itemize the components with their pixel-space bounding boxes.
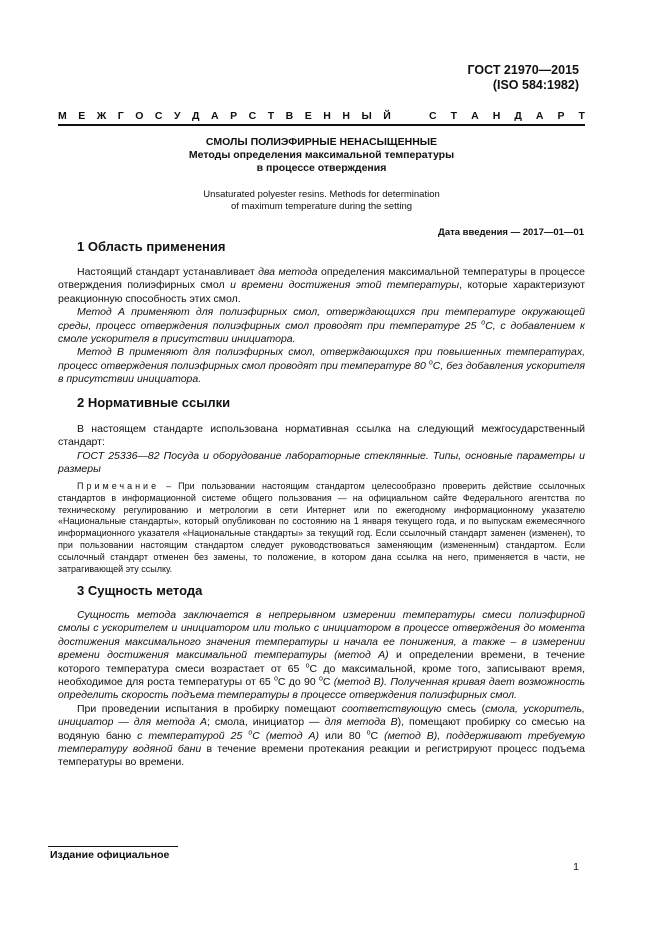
note-paragraph xyxy=(58,481,585,575)
document-title xyxy=(58,136,585,213)
note-text: – При пользовании настоящим стандартом целесообразно проверить действие ссылочных стандартов в информационной системе общего пользования — на официальном сайте Федерального агентства по техническому регулированию и метрологии в сети Интернет или по ежегодному информационному указателю «Национальные стандарты», который опубликован по состоянию на 1 января текущего года, и по выпускам ежемесячного информационного указателя «Национальные стандарты» за текущий год. Если ссылочный стандарт заменен (изменен), то при пользовании настоящим стандартом следует руководствоваться заменяющим (измененным) стандартом. Если ссылочный стандарт отменен без замены, то положение, в котором дана ссылка на него, применяется в части, не затрагивающей эту ссылку. xyxy=(58,481,585,574)
banner-word-interstate: М Е Ж Г О С У Д А Р С Т В Е Н Н Ы Й xyxy=(58,110,391,122)
section-1-heading: 1 Область применения xyxy=(77,239,226,254)
section-2-note xyxy=(58,481,585,575)
section-3-body xyxy=(58,609,585,770)
section-3-heading: 3 Сущность метода xyxy=(77,583,203,598)
section-1-body xyxy=(58,266,585,387)
introduction-date: Дата введения — 2017—01—01 xyxy=(438,227,584,238)
page-number: 1 xyxy=(573,861,579,873)
standard-type-banner xyxy=(58,110,585,122)
header-divider xyxy=(58,124,585,126)
section-2-paragraph-1: В настоящем стандарте использована нормативная ссылка на следующий межгосударственный стандарт: xyxy=(58,423,585,449)
gost-number: ГОСТ 21970—2015 xyxy=(467,63,579,77)
note-label: Примечание xyxy=(77,481,160,491)
title-english-line-1: Unsaturated polyester resins. Methods for determination xyxy=(203,189,440,200)
section-3-paragraph-2: При проведении испытания в пробирку помещают соответствующую смесь (смола, ускоритель, инициатор — для метода А; смола, инициатор — для метода В), помещают пробирку со смесью на водяную баню с температурой 25 $^o$С (метод А) или 80 $^o$С (метод В), поддерживают требуемую температуру водяной бани в течение времени протекания реакции и регистрируют процесс подъема температуры во времени. xyxy=(58,702,586,769)
section-1-paragraph-1: Настоящий стандарт устанавливает два метода определения максимальной температуры в процессе отверждения полиэфирных смол и времени достижения этой температуры, которые характеризуют реакционную способность этих смол. xyxy=(58,266,586,305)
title-sub-line-2: в процессе отверждения xyxy=(256,162,387,174)
section-3-paragraph-1: Сущность метода заключается в непрерывном измерении температуры смеси полиэфирной смолы с ускорителем и инициатором или только с инициатором в процессе отверждения до момента достижения максимального значения температуры и начала ее понижения, а также – в измерении времени достижения максимальной температуры (метод А) и определении времени, в течение которого температура смеси возрастает от 65 $^o$С до максимальной, кроме того, записывают время, необходимое для роста температуры от 65 $^o$С до 90 $^o$С (метод В). Полученная кривая дает возможность определить скорость подъема температуры в процессе отверждения полиэфирных смол. xyxy=(58,609,585,702)
section-1-paragraph-2: Метод А применяют для полиэфирных смол, отверждающихся при температуре окружающей среды, процесс отверждения полиэфирных смол проводят при температуре 25 $^o$С, с добавлением к смоле ускорителя в присутствии инициатора. xyxy=(58,306,585,346)
section-2-heading: 2 Нормативные ссылки xyxy=(77,395,231,410)
section-2-body xyxy=(58,423,585,477)
official-edition-label: Издание официальное xyxy=(50,849,170,861)
footer-divider xyxy=(48,846,178,847)
title-main: СМОЛЫ ПОЛИЭФИРНЫЕ НЕНАСЫЩЕННЫЕ xyxy=(205,136,438,148)
title-sub-line-1: Методы определения максимальной температуры xyxy=(188,149,455,161)
standard-number xyxy=(467,63,579,93)
section-1-paragraph-3: Метод В применяют для полиэфирных смол, отверждающихся при повышенных температурах, процесс отверждения полиэфирных смол проводят при температуре 80 $^o$С, без добавления ускорителя в присутствии инициатора. xyxy=(58,346,586,386)
section-2-reference: ГОСТ 25336—82 Посуда и оборудование лабораторные стеклянные. Типы, основные параметры и размеры xyxy=(58,449,585,476)
iso-number: (ISO 584:1982) xyxy=(492,78,579,92)
title-english-line-2: of maximum temperature during the setting xyxy=(230,201,413,212)
banner-word-standard: С Т А Н Д А Р Т xyxy=(429,110,585,122)
